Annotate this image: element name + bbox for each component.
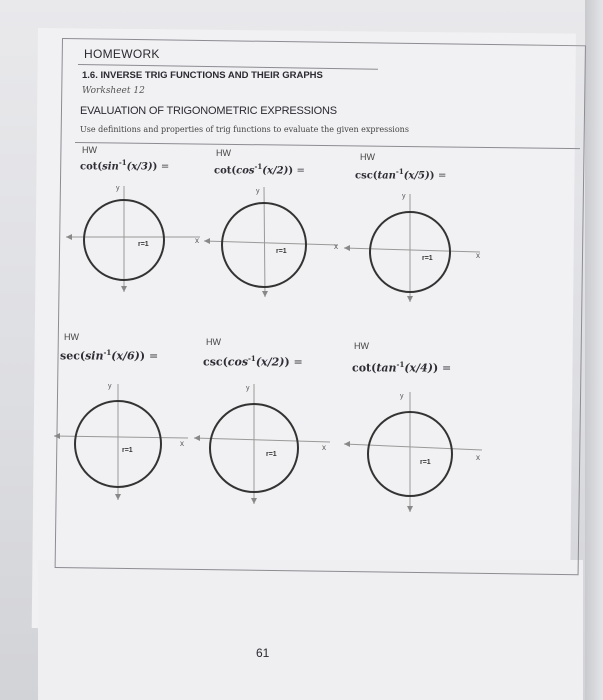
svg-text:x: x	[180, 439, 184, 448]
unit-circle-diagram	[190, 380, 340, 510]
hw-tag: HW	[206, 337, 221, 347]
hw-tag: HW	[64, 332, 79, 342]
page-title: HOMEWORK	[84, 47, 160, 61]
hw-tag: HW	[354, 341, 369, 351]
section-heading: 1.6. INVERSE TRIG FUNCTIONS AND THEIR GRAPHS	[82, 70, 323, 81]
svg-text:r=1: r=1	[266, 451, 277, 458]
svg-text:x: x	[476, 453, 480, 462]
hw-tag: HW	[216, 148, 231, 158]
svg-text:y: y	[402, 193, 406, 200]
expression: $\csc(\cos^{-1}(x/2))$ =	[203, 354, 303, 369]
svg-text:r=1: r=1	[122, 447, 133, 454]
hw-tag: HW	[82, 145, 97, 155]
svg-text:x: x	[322, 443, 326, 452]
svg-text:x: x	[476, 251, 480, 260]
worksheet-page-lower	[38, 560, 583, 700]
svg-text:x: x	[334, 242, 338, 251]
svg-text:r=1: r=1	[422, 255, 433, 262]
background-strip	[585, 0, 603, 700]
svg-text:x: x	[195, 236, 199, 245]
instructions: Use definitions and properties of trig functions to evaluate the given expressions	[80, 125, 409, 134]
svg-text:r=1: r=1	[420, 459, 431, 466]
expression: $\sec(\sin^{-1}(x/6))$ =	[60, 348, 159, 363]
page-number: 61	[256, 646, 270, 660]
expression: $\cot(\cos^{-1}(x/2))$ =	[214, 162, 305, 177]
worksheet-label: Worksheet 12	[82, 86, 145, 96]
unit-circle-diagram	[198, 185, 348, 305]
unit-circle-diagram	[50, 378, 200, 508]
expression: $\cot(\sin^{-1}(x/3))$ =	[80, 158, 170, 173]
unit-circle-diagram	[340, 388, 490, 518]
svg-text:y: y	[256, 188, 260, 195]
svg-text:r=1: r=1	[276, 248, 287, 255]
expression: $\cot(\tan^{-1}(x/4))$ =	[352, 360, 452, 375]
svg-text:y: y	[400, 393, 404, 400]
hw-tag: HW	[360, 152, 375, 162]
unit-circle-diagram	[340, 190, 490, 310]
svg-text:r=1: r=1	[138, 241, 149, 248]
unit-circle-diagram	[62, 180, 212, 300]
subtitle: EVALUATION OF TRIGONOMETRIC EXPRESSIONS	[80, 105, 337, 117]
svg-text:y: y	[108, 383, 112, 390]
svg-text:y: y	[246, 385, 250, 392]
svg-text:y: y	[116, 185, 120, 192]
expression: $\csc(\tan^{-1}(x/5))$ =	[355, 167, 447, 182]
